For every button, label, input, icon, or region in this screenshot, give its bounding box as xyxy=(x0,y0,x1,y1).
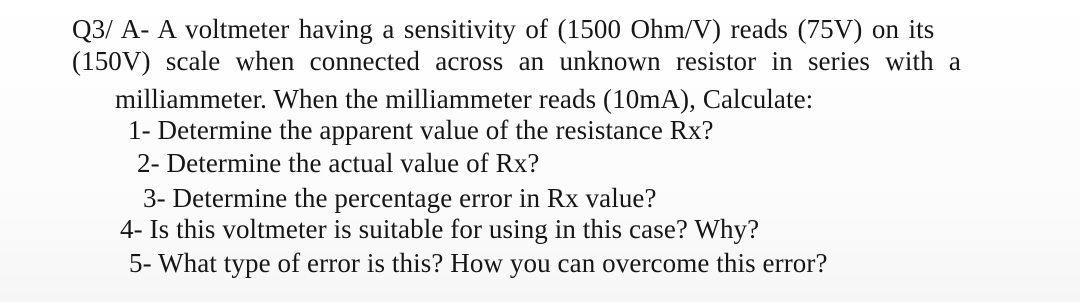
question-item-3: 3- Determine the percentage error in Rx value? xyxy=(143,183,657,213)
question-item-5: 5- What type of error is this? How you can overcome this error? xyxy=(129,248,828,278)
question-text-line-1: Q3/ A- A voltmeter having a sensitivity of (1500 Ohm/V) reads (75V) on its xyxy=(72,14,935,44)
question-text-line-3: milliammeter. When the milliammeter reads (10mA), Calculate: xyxy=(115,84,814,114)
question-item-4: 4- Is this voltmeter is suitable for using in this case? Why? xyxy=(120,214,760,244)
question-text-line-2: (150V) scale when connected across an unknown resistor in series with a xyxy=(72,46,962,76)
question-item-1: 1- Determine the apparent value of the resistance Rx? xyxy=(128,115,714,145)
question-item-2: 2- Determine the actual value of Rx? xyxy=(137,148,540,178)
